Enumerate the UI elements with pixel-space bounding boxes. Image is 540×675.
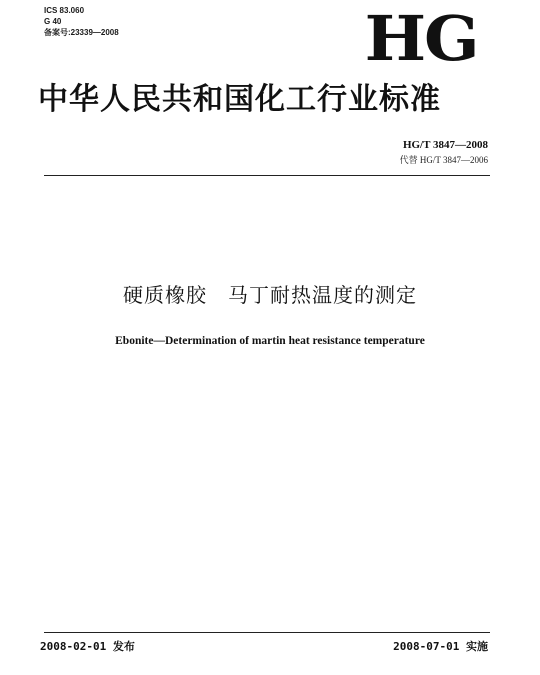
record-number: 备案号:23339—2008 — [44, 28, 119, 37]
replaces-standard: 代替 HG/T 3847—2006 — [399, 155, 488, 165]
hg-logo: HG — [365, 2, 478, 75]
ics-code: ICS 83.060 — [44, 6, 85, 15]
classification-code: G 40 — [44, 17, 62, 26]
national-standard-title: 中华人民共和国化工行业标准 — [38, 82, 441, 117]
top-divider — [44, 175, 490, 176]
document-title-chinese: 硬质橡胶 马丁耐热温度的测定 — [123, 283, 417, 307]
bottom-divider — [44, 632, 490, 633]
standard-number: HG/T 3847—2008 — [402, 139, 488, 151]
implementation-date: 2008-07-01 实施 — [393, 640, 488, 653]
document-title-english: Ebonite—Determination of martin heat resistance temperature — [115, 335, 425, 347]
issue-date: 2008-02-01 发布 — [40, 640, 135, 653]
